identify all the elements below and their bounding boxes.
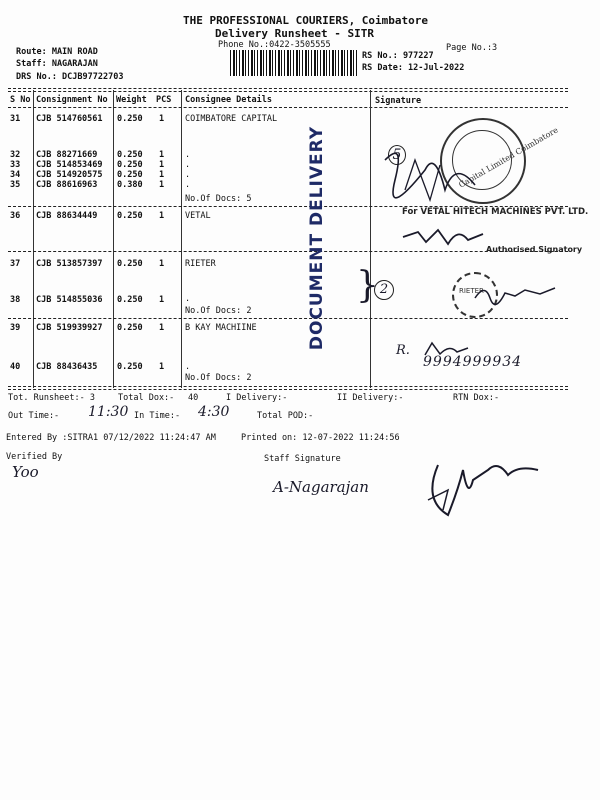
row-consignee: .: [185, 180, 191, 190]
row-consignee: .: [185, 160, 191, 170]
row-weight: 0.250: [117, 170, 143, 180]
col-consignee: Consignee Details: [185, 95, 272, 105]
row-sno: 36: [10, 211, 21, 221]
total-dox-label: Total Dox:-: [118, 393, 175, 403]
row-consignee: .: [185, 294, 191, 304]
row-sno: 35: [10, 180, 21, 190]
col-weight: Weight: [116, 95, 147, 105]
total-runsheet: Tot. Runsheet:- 3: [8, 393, 95, 403]
row-sno: 33: [10, 160, 21, 170]
docs-count: No.Of Docs: 5: [185, 194, 252, 204]
signature-scribble: [375, 130, 495, 210]
row-pcs: 1: [159, 180, 165, 190]
row-sno: 34: [10, 170, 21, 180]
column-line: [113, 90, 114, 388]
row-pcs: 1: [159, 170, 165, 180]
vetal-signature: [398, 222, 508, 254]
handwritten-in-time: 4:30: [198, 404, 230, 420]
divider: [8, 91, 568, 92]
divider: [8, 386, 568, 387]
rs-date: RS Date: 12-Jul-2022: [362, 63, 465, 73]
docs-count: No.Of Docs: 2: [185, 306, 252, 316]
docs-count: No.Of Docs: 2: [185, 373, 252, 383]
col-signature: Signature: [375, 96, 422, 106]
row-consignee: COIMBATORE CAPITAL: [185, 114, 278, 124]
row-consignee: VETAL: [185, 211, 211, 221]
runsheet-title: Delivery Runsheet - SITR: [215, 27, 374, 40]
row-pcs: 1: [159, 323, 165, 333]
row-sno: 39: [10, 323, 21, 333]
row-consignment: CJB 88634449: [36, 211, 98, 221]
row-pcs: 1: [159, 362, 165, 372]
route: Route: MAIN ROAD: [16, 47, 98, 57]
divider: [8, 318, 568, 319]
staff: Staff: NAGARAJAN: [16, 59, 98, 69]
row-pcs: 1: [159, 211, 165, 221]
i-delivery: I Delivery:-: [226, 393, 288, 403]
row-consignment: CJB 514760561: [36, 114, 103, 124]
col-pcs: PCS: [156, 95, 172, 105]
handwritten-initial: R.: [396, 343, 410, 358]
row-weight: 0.250: [117, 114, 143, 124]
row-consignment: CJB 519939927: [36, 323, 103, 333]
capital-seal-text: Capital Limited Coimbatore: [457, 125, 560, 190]
divider: [8, 107, 568, 108]
staff-signature-label: Staff Signature: [264, 454, 341, 464]
entered-by: Entered By :SITRA1 07/12/2022 11:24:47 AM: [6, 433, 216, 443]
row-weight: 0.250: [117, 160, 143, 170]
document-delivery-stamp: DOCUMENT DELIVERY: [307, 125, 328, 351]
row-consignee: B KAY MACHIINE: [185, 323, 257, 333]
handwritten-phone-number: 9994999934: [423, 354, 523, 370]
row-sno: 40: [10, 362, 21, 372]
row-consignment: CJB 88271669: [36, 150, 98, 160]
barcode-image: [230, 50, 358, 76]
row-consignment: CJB 88616963: [36, 180, 98, 190]
divider: [8, 389, 568, 390]
verified-by-label: Verified By: [6, 452, 63, 462]
row-sno: 38: [10, 295, 21, 305]
staff-signature-scribble: [418, 440, 548, 530]
rs-number: RS No.: 977227: [362, 51, 434, 61]
row-weight: 0.380: [117, 180, 143, 190]
col-consignment: Consignment No: [36, 95, 108, 105]
row-weight: 0.250: [117, 150, 143, 160]
row-weight: 0.250: [117, 211, 143, 221]
column-line: [370, 90, 371, 388]
row-sno: 37: [10, 259, 21, 269]
row-pcs: 1: [159, 160, 165, 170]
divider: [8, 88, 568, 89]
row-weight: 0.250: [117, 362, 143, 372]
rieter-signature: [470, 278, 560, 308]
row-consignment: CJB 514855036: [36, 295, 103, 305]
page-number: Page No.:3: [446, 43, 498, 53]
handwritten-out-time: 11:30: [88, 404, 129, 420]
total-pod: Total POD:-: [257, 411, 314, 421]
rtn-dox: RTN Dox:-: [453, 393, 500, 403]
verified-signature: Yoo: [12, 463, 39, 481]
column-line: [181, 90, 182, 388]
total-dox-value: 40: [188, 393, 199, 403]
vetal-company-stamp: For VETAL HITECH MACHINES PVT. LTD.: [402, 207, 589, 217]
rieter-seal-text: RIETER: [459, 287, 484, 295]
row-pcs: 1: [159, 295, 165, 305]
row-consignment: CJB 514853469: [36, 160, 103, 170]
handwritten-brace: }: [356, 265, 379, 306]
row-pcs: 1: [159, 114, 165, 124]
phone-number: Phone No.:0422-3505555: [218, 40, 331, 50]
staff-signature: A-Nagarajan: [273, 478, 369, 496]
row-pcs: 1: [159, 150, 165, 160]
in-time-label: In Time:-: [134, 411, 181, 421]
row-consignee: .: [185, 170, 191, 180]
row-sno: 31: [10, 114, 21, 124]
row-sno: 32: [10, 150, 21, 160]
row-consignment: CJB 513857397: [36, 259, 103, 269]
row-weight: 0.250: [117, 323, 143, 333]
drs-number: DRS No.: DCJB97722703: [16, 72, 124, 82]
out-time-label: Out Time:-: [8, 411, 60, 421]
row-consignee: .: [185, 362, 191, 372]
ii-delivery: II Delivery:-: [337, 393, 404, 403]
company-name: THE PROFESSIONAL COURIERS, Coimbatore: [183, 14, 429, 27]
authorised-signatory-stamp: Authorised Signatory: [486, 245, 583, 254]
col-sno: S No: [10, 95, 31, 105]
row-consignment: CJB 514920575: [36, 170, 103, 180]
column-line: [33, 90, 34, 388]
row-weight: 0.250: [117, 259, 143, 269]
printed-on: Printed on: 12-07-2022 11:24:56: [241, 433, 400, 443]
row-consignee: RIETER: [185, 259, 216, 269]
handwritten-circled-number: 2: [374, 280, 394, 300]
row-weight: 0.250: [117, 295, 143, 305]
row-consignee: .: [185, 150, 191, 160]
row-pcs: 1: [159, 259, 165, 269]
handwritten-circled-number: 5: [388, 145, 406, 165]
row-consignment: CJB 88436435: [36, 362, 98, 372]
